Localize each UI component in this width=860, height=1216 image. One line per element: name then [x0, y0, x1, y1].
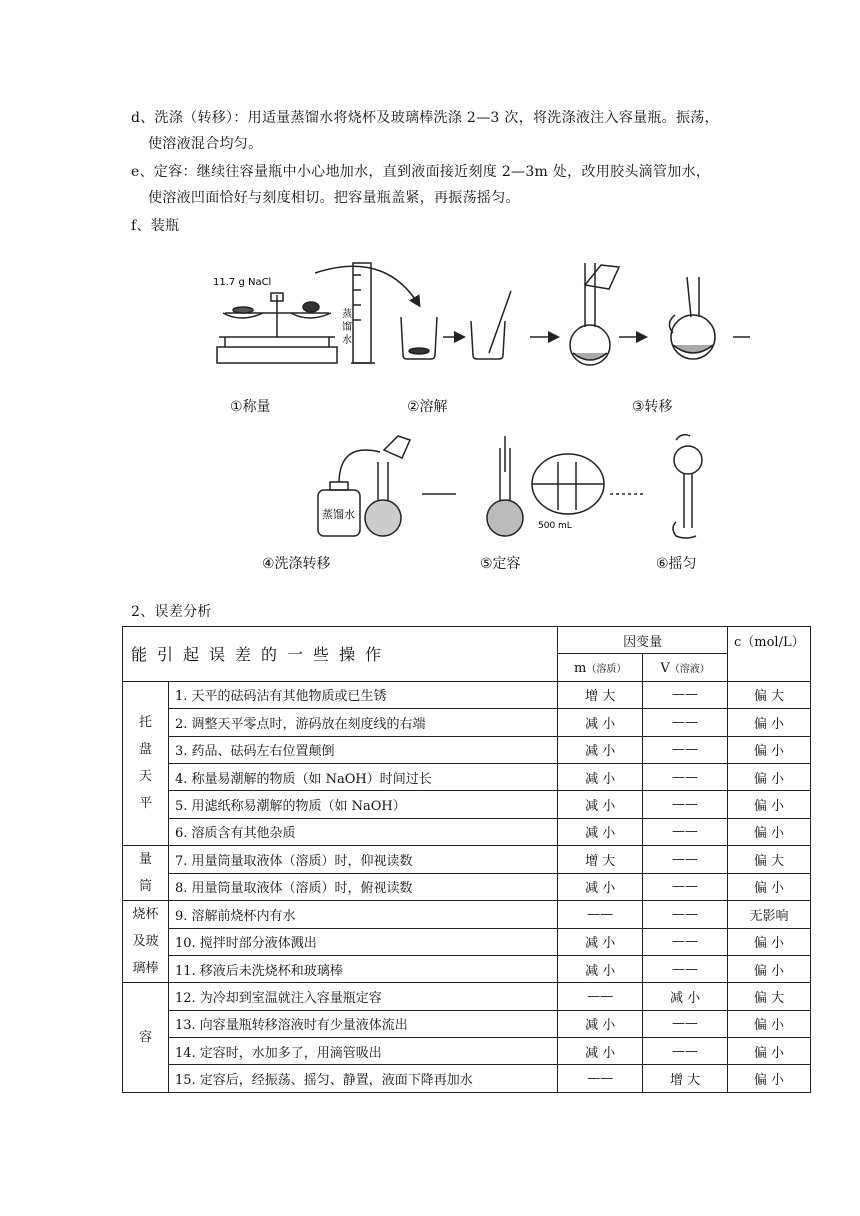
procedure-figure-row2	[310, 432, 730, 544]
table-row	[123, 983, 811, 1010]
caption-make-volume: ⑤定容	[480, 556, 521, 572]
c-cell: 偏 小	[728, 1038, 811, 1065]
procedure-figure-row1	[205, 255, 760, 375]
m-cell: 增 大	[558, 681, 643, 708]
operation-cell: 2. 调整天平零点时，游码放在刻度线的右端	[168, 709, 557, 736]
balance-icon	[217, 293, 337, 363]
flask-invert-icon	[673, 435, 702, 538]
table-row	[123, 791, 811, 818]
v-cell: 增 大	[643, 1065, 728, 1092]
group-label: 托 盘 天 平	[123, 681, 169, 845]
c-cell: 偏 大	[728, 681, 811, 708]
m-cell: 减 小	[558, 955, 643, 982]
header-concentration: c（mol/L）	[728, 627, 811, 682]
step-f-line: f、装瓶	[131, 218, 180, 234]
m-cell: 减 小	[558, 736, 643, 763]
step-e-line2: 使溶液凹面恰好与刻度相切。把容量瓶盖紧，再振荡摇匀。	[148, 190, 520, 206]
operation-cell: 4. 称量易潮解的物质（如 NaOH）时间过长	[168, 763, 557, 790]
m-cell: 减 小	[558, 763, 643, 790]
m-cell: 减 小	[558, 818, 643, 845]
operation-cell: 5. 用滤纸称易潮解的物质（如 NaOH）	[168, 791, 557, 818]
error-analysis-table	[122, 626, 811, 1093]
caption-wash-transfer: ④洗涤转移	[262, 556, 331, 572]
operation-cell: 13. 向容量瓶转移溶液时有少量液体流出	[168, 1010, 557, 1037]
operation-cell: 11. 移液后未洗烧杯和玻璃棒	[168, 955, 557, 982]
v-cell: ——	[643, 901, 728, 928]
c-cell: 偏 小	[728, 1010, 811, 1037]
c-cell: 偏 小	[728, 791, 811, 818]
m-cell: 减 小	[558, 791, 643, 818]
c-cell: 偏 小	[728, 1065, 811, 1092]
table-row	[123, 928, 811, 955]
m-cell: 增 大	[558, 846, 643, 874]
water-label-2: 馏	[342, 322, 352, 333]
table-row	[123, 818, 811, 845]
table-row	[123, 1038, 811, 1065]
c-cell: 偏 小	[728, 873, 811, 901]
table-row	[123, 709, 811, 736]
bottle-label: 蒸馏水	[322, 508, 355, 521]
header-variable: 因变量	[558, 627, 728, 654]
header-m: m（溶质）	[558, 654, 643, 681]
c-cell: 偏 小	[728, 955, 811, 982]
c-cell: 偏 小	[728, 818, 811, 845]
volumetric-flask-icon	[570, 263, 619, 365]
caption-weighing: ①称量	[230, 399, 271, 415]
c-cell: 偏 大	[728, 983, 811, 1010]
m-cell: ——	[558, 983, 643, 1010]
group-label: 容	[123, 983, 169, 1093]
meniscus-zoom-icon	[532, 454, 604, 514]
table-row	[123, 1010, 811, 1037]
m-cell: ——	[558, 1065, 643, 1092]
table-row	[123, 846, 811, 874]
table-row	[123, 681, 811, 708]
water-label-3: 水	[342, 335, 352, 346]
step-e-line1: e、定容：继续往容量瓶中小心地加水，直到液面接近刻度 2—3m 处，改用胶头滴管加水，	[131, 164, 711, 180]
v-cell: ——	[643, 928, 728, 955]
operation-cell: 12. 为冷却到室温就注入容量瓶定容	[168, 983, 557, 1010]
step-d-line2: 使溶液混合均匀。	[148, 136, 263, 152]
c-cell: 偏 小	[728, 763, 811, 790]
v-cell: ——	[643, 1038, 728, 1065]
v-cell: ——	[643, 681, 728, 708]
c-cell: 偏 小	[728, 736, 811, 763]
table-row	[123, 873, 811, 901]
water-label-1: 蒸	[342, 309, 352, 320]
operation-cell: 6. 溶质含有其他杂质	[168, 818, 557, 845]
v-cell: ——	[643, 736, 728, 763]
operation-cell: 10. 搅拌时部分液体溅出	[168, 928, 557, 955]
v-cell: ——	[643, 709, 728, 736]
v-cell: ——	[643, 955, 728, 982]
header-operations: 能引起误差的一些操作	[123, 627, 558, 682]
group-label: 烧杯 及玻 璃棒	[123, 901, 169, 983]
table-row	[123, 763, 811, 790]
m-cell: 减 小	[558, 709, 643, 736]
v-cell: ——	[643, 873, 728, 901]
table-body	[123, 681, 811, 1092]
table-row	[123, 901, 811, 928]
operation-cell: 1. 天平的砝码沾有其他物质或已生锈	[168, 681, 557, 708]
caption-shake: ⑥摇匀	[656, 556, 697, 572]
graduated-cylinder-icon	[351, 263, 375, 363]
operation-cell: 14. 定容时，水加多了，用滴管吸出	[168, 1038, 557, 1065]
m-cell: ——	[558, 901, 643, 928]
c-cell: 偏 大	[728, 846, 811, 874]
m-cell: 减 小	[558, 1010, 643, 1037]
operation-cell: 15. 定容后，经振荡、摇匀、静置，液面下降再加水	[168, 1065, 557, 1092]
section-title: 2、误差分析	[131, 604, 212, 620]
caption-dissolve: ②溶解	[407, 399, 448, 415]
group-label: 量 筒	[123, 846, 169, 901]
v-cell: 减 小	[643, 983, 728, 1010]
m-cell: 减 小	[558, 928, 643, 955]
c-cell: 偏 小	[728, 709, 811, 736]
beaker-icon	[401, 317, 437, 359]
mass-label: 11.7 g NaCl	[213, 277, 272, 288]
v-cell: ——	[643, 818, 728, 845]
operation-cell: 8. 用量筒量取液体（溶质）时，俯视读数	[168, 873, 557, 901]
operation-cell: 3. 药品、砝码左右位置颠倒	[168, 736, 557, 763]
step-d-line1: d、洗涤（转移）：用适量蒸馏水将烧杯及玻璃棒洗涤 2—3 次，将洗涤液注入容量瓶。振荡，	[131, 110, 719, 126]
table-row	[123, 736, 811, 763]
v-cell: ——	[643, 846, 728, 874]
operation-cell: 7. 用量筒量取液体（溶质）时，仰视读数	[168, 846, 557, 874]
m-cell: 减 小	[558, 1038, 643, 1065]
v-cell: ——	[643, 791, 728, 818]
table-row	[123, 955, 811, 982]
header-v: V（溶液）	[643, 654, 728, 681]
caption-transfer: ③转移	[632, 399, 673, 415]
operation-cell: 9. 溶解前烧杯内有水	[168, 901, 557, 928]
c-cell: 无影响	[728, 901, 811, 928]
m-cell: 减 小	[558, 873, 643, 901]
v-cell: ——	[643, 763, 728, 790]
stirring-beaker-icon	[471, 291, 511, 359]
table-row	[123, 1065, 811, 1092]
c-cell: 偏 小	[728, 928, 811, 955]
v-cell: ——	[643, 1010, 728, 1037]
flask-swirl-icon	[669, 277, 715, 359]
volumetric-flask-icon	[487, 436, 523, 536]
volume-label: 500 mL	[538, 521, 572, 531]
